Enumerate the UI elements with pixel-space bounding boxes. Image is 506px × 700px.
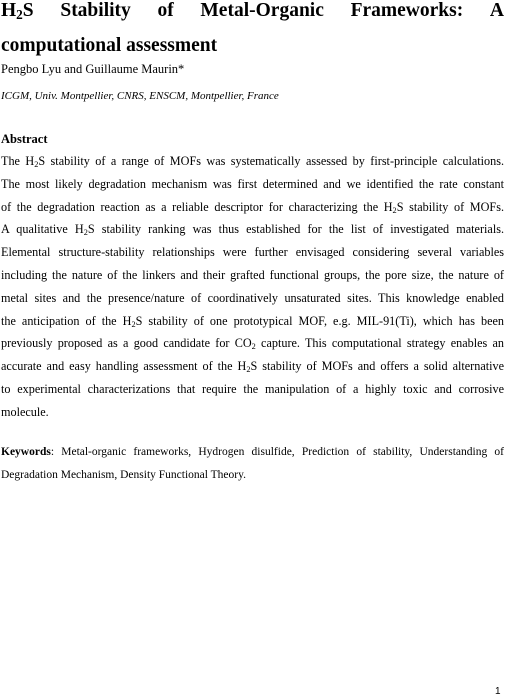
title-word: A (489, 0, 504, 21)
abstract-heading: Abstract (1, 132, 48, 146)
abstract-line: A qualitative $H_2S$ stability ranking was thus established for the list of investigated materials. (1, 222, 504, 238)
abstract-line: The most likely degradation mechanism was first determined and we identified the rate constant (1, 176, 504, 191)
abstract-line: molecule. (1, 404, 49, 419)
abstract-line: metal sites and the presence/nature of coordinatively unsaturated sites. This knowledge enabled (1, 290, 504, 305)
abstract-line: accurate and easy handling assessment of the $H_2S$ stability of MOFs and offers a solid alternative (1, 359, 504, 374)
abstract-line: the anticipation of the $H_2S$ stability of one prototypical MOF, e.g. MIL-91(Ti), which has been (1, 313, 504, 329)
affiliation: ICGM, Univ. Montpellier, CNRS, ENSCM, Montpellier, France (1, 90, 279, 102)
title-word: of (157, 0, 174, 21)
abstract-line: including the nature of the linkers and their grafted functional groups, the pore size, the nature of (1, 267, 504, 282)
page-number: 1 (495, 686, 501, 697)
abstract-line: Elemental structure-stability relationships were further envisaged considering several variables (1, 245, 504, 260)
keywords-section (1, 441, 504, 486)
title-word: Frameworks: (350, 0, 464, 21)
keywords-label: Keywords (1, 446, 51, 458)
title-word: Metal-Organic (200, 0, 324, 21)
author-list: Pengbo Lyu and Guillaume Maurin* (1, 62, 185, 76)
keywords-line: Degradation Mechanism, Density Functional Theory. (1, 468, 246, 481)
keywords-line: Keywords: Metal-organic frameworks, Hydrogen disulfide, Prediction of stability, Understanding of (1, 446, 504, 458)
title-line-2: computational assessment (1, 35, 218, 56)
title-word: Stability (60, 0, 131, 21)
abstract-line: to experimental characterizations that require the manipulation of a highly toxic and corrosive (1, 381, 504, 396)
abstract-line: The $H_2S$ stability of a range of MOFs was systematically assessed by first-principle calculations. (1, 154, 505, 169)
abstract-body (1, 150, 504, 424)
paper-title (1, 0, 504, 63)
title-line-1 (1, 0, 504, 28)
abstract-line: of the degradation reaction as a reliable descriptor for characterizing the $H_2S$ stability of MOFs. (1, 199, 504, 215)
title-word-h2s: $H_2S$ (1, 0, 34, 22)
abstract-line: previously proposed as a good candidate for $CO_2$ capture. This computational strategy enables an (1, 336, 504, 352)
